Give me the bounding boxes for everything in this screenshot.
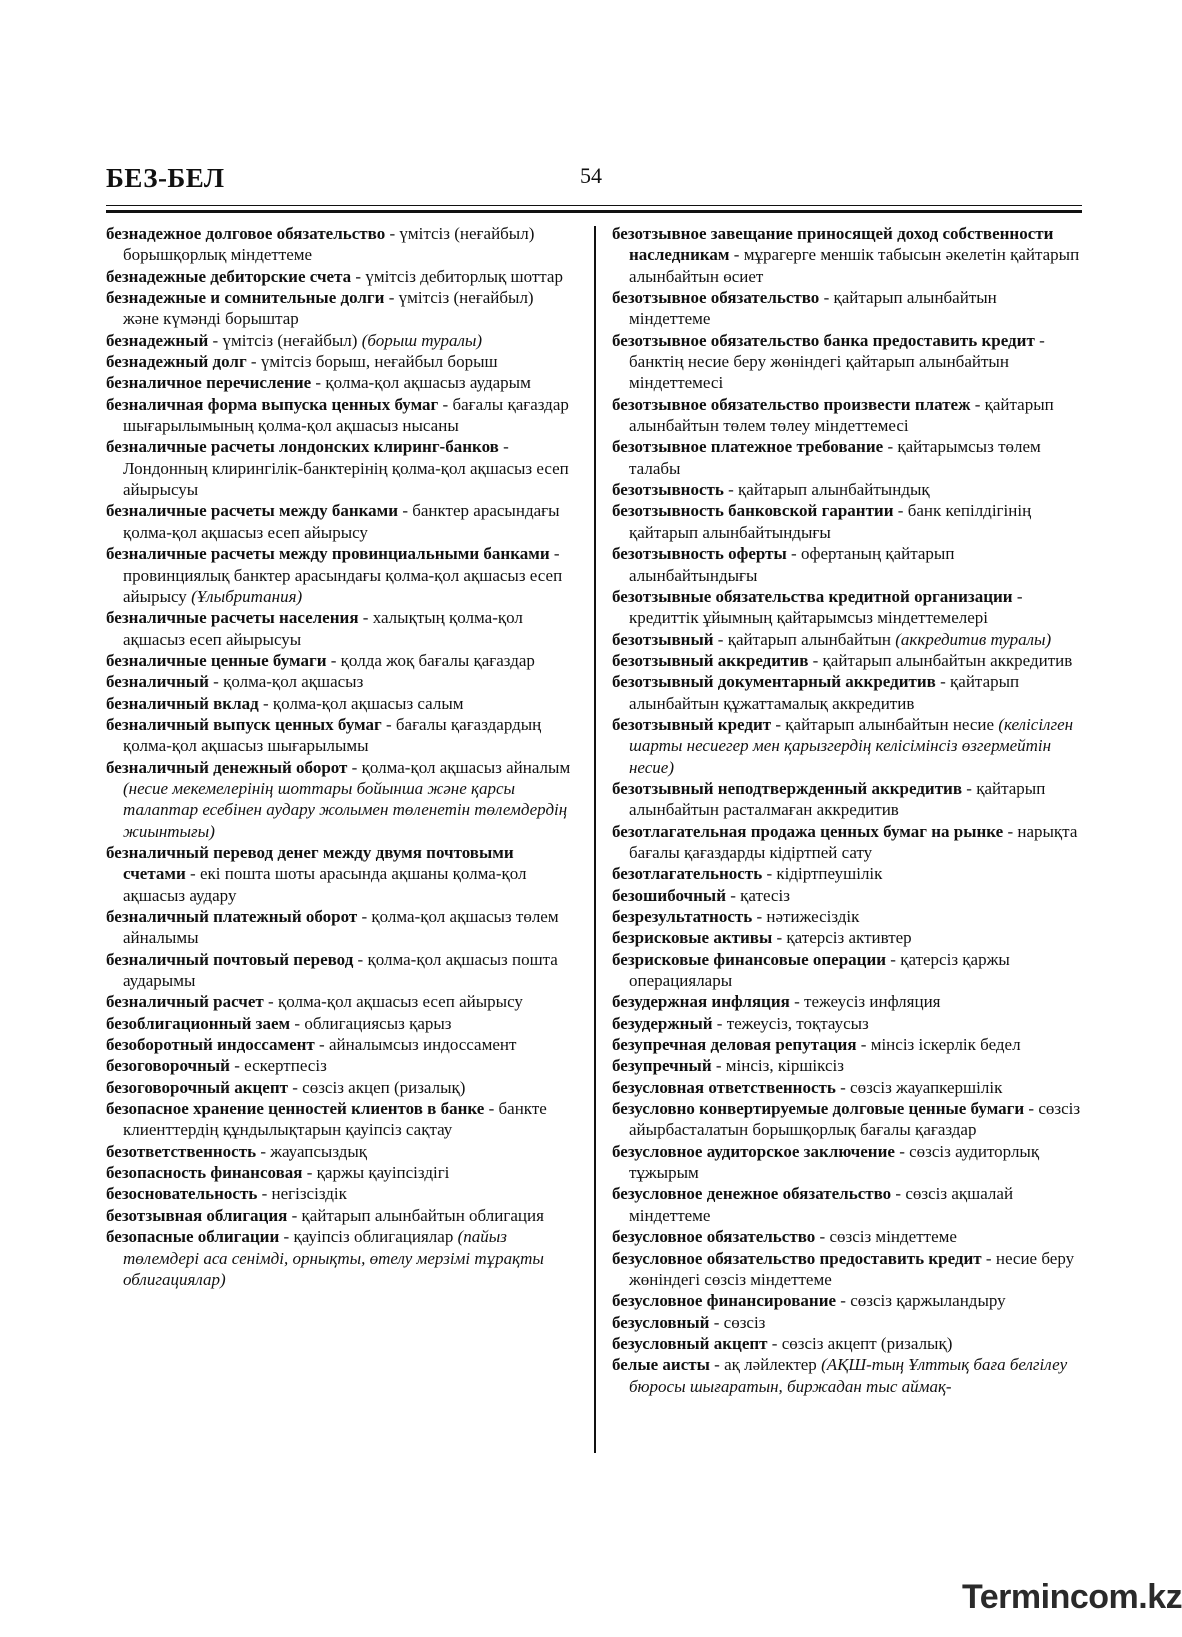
entry-definition: мұрагерге меншік табысын әкелетін қайтарып алынбайтын өсиет	[629, 245, 1080, 286]
dictionary-entry	[612, 223, 1082, 287]
dictionary-entry	[612, 863, 1082, 884]
entry-term: безналичный денежный оборот	[106, 757, 348, 777]
entry-separator: -	[263, 992, 278, 1012]
entry-definition: сөзсіз ақшалай міндеттеме	[629, 1184, 1014, 1225]
entry-definition: ескертпесіз	[244, 1056, 327, 1076]
entry-separator: -	[385, 224, 400, 243]
entry-term: безоборотный индоссамент	[106, 1035, 315, 1055]
entry-definition: үмітсіз (неғайбыл) борышқорлық міндеттеме	[123, 224, 535, 265]
dictionary-entry	[106, 991, 572, 1012]
entry-definition: негізсіздік	[271, 1184, 347, 1204]
dictionary-entry	[106, 351, 572, 372]
entry-separator: -	[229, 1056, 245, 1076]
entry-term: безотзывное обязательство	[612, 288, 820, 308]
dictionary-entry	[612, 927, 1082, 948]
dictionary-entry	[612, 1354, 1082, 1397]
entry-term: безналичные расчеты между банками	[106, 501, 399, 521]
entry-separator: -	[347, 757, 362, 777]
entry-term: безотзывные обязательства кредитной организации	[612, 586, 1013, 606]
right-column	[612, 223, 1082, 1397]
left-column	[106, 223, 572, 1290]
entry-separator: -	[752, 907, 767, 926]
entry-separator: -	[815, 1227, 830, 1247]
entry-definition: облигациясыз қарыз	[304, 1013, 452, 1033]
entry-term: безотзывность банковской гарантии	[612, 501, 894, 521]
entry-term: безотзывный	[612, 629, 714, 649]
dictionary-entry	[106, 1013, 572, 1034]
entry-term: безусловное аудиторское заключение	[612, 1141, 895, 1161]
dictionary-entry	[106, 1226, 572, 1290]
entry-definition: қайтарып алынбайтын облигация	[301, 1205, 544, 1225]
entry-separator: -	[326, 650, 341, 670]
entry-term: безотзывное обязательство банка предоставить кредит	[612, 330, 1035, 350]
header-title: БЕЗ-БЕЛ	[106, 163, 225, 193]
entry-definition: несие беру жөніндегі сөзсіз міндеттеме	[629, 1248, 1075, 1289]
entry-separator: -	[1024, 1099, 1039, 1119]
entry-definition: сөзсіз міндеттеме	[829, 1227, 957, 1247]
entry-separator: -	[549, 544, 560, 564]
entry-note: (АҚШ-тың Ұлттық баға белгілеу бюросы шығаратын, биржадан тыс аймақ-	[629, 1355, 1068, 1396]
entry-term: безнадежные и сомнительные долги	[106, 288, 385, 308]
dictionary-entry	[612, 1290, 1082, 1311]
watermark-text: Termincom.kz	[962, 1578, 1182, 1616]
entry-definition: сөзсіз	[723, 1312, 766, 1332]
dictionary-entry	[612, 479, 1082, 500]
entry-term: безупречный	[612, 1056, 712, 1076]
entry-term: безотлагательность	[612, 864, 763, 884]
entry-definition: қатесіз	[740, 885, 790, 905]
entry-definition: қаржы қауіпсіздігі	[316, 1163, 450, 1183]
entry-definition: мінсіз, кіршіксіз	[725, 1056, 844, 1076]
entry-definition: кідіртпеушілік	[776, 864, 883, 884]
entry-term: безналичный выпуск ценных бумаг	[106, 714, 382, 734]
entry-separator: -	[786, 544, 801, 564]
entry-term: безусловно конвертируемые долговые ценные бумаги	[612, 1099, 1025, 1119]
entry-term: безопасные облигации	[106, 1227, 280, 1247]
entry-separator: -	[290, 1013, 305, 1033]
entry-separator: -	[208, 672, 224, 692]
entry-definition: қайтарып алынбайтын аккредитив	[822, 650, 1073, 670]
dictionary-entry	[106, 1055, 572, 1076]
entry-separator: -	[891, 1184, 906, 1204]
entry-separator: -	[713, 629, 728, 649]
entry-term: безрисковые финансовые операции	[612, 949, 887, 969]
dictionary-entry	[612, 906, 1082, 927]
entry-separator: -	[767, 1333, 782, 1353]
entry-term: безусловный	[612, 1312, 710, 1332]
entry-separator: -	[438, 394, 453, 414]
entry-definition: қайтарып алынбайтын	[727, 629, 896, 649]
entry-definition: жауапсыздық	[270, 1141, 368, 1161]
entry-term: безопасность финансовая	[106, 1163, 303, 1183]
entry-definition: Лондонның клирингілік-банктерінің қолма-қол ақшасыз есеп айырысуы	[123, 458, 569, 500]
entry-note: (пайыз төлемдері аса сенімді, орнықты, өтелу мерзімі тұрақты облигациялар)	[123, 1227, 544, 1289]
entry-separator: -	[398, 501, 413, 521]
entry-separator: -	[709, 1312, 724, 1332]
dictionary-entry	[612, 1098, 1082, 1141]
entry-separator: -	[311, 373, 326, 393]
entry-separator: -	[185, 864, 200, 884]
dictionary-entry	[106, 372, 572, 393]
entry-term: безнадежные дебиторские счета	[106, 266, 352, 286]
entry-term: безналичные расчеты населения	[106, 608, 359, 628]
entry-term: безотзывный аккредитив	[612, 650, 809, 670]
entry-term: безналичное перечисление	[106, 373, 312, 393]
entry-definition: қолма-қол ақшасыз салым	[272, 693, 464, 713]
dictionary-entry	[612, 1055, 1082, 1076]
entry-separator: -	[789, 992, 805, 1012]
entry-separator: -	[711, 1056, 726, 1076]
dictionary-entry	[106, 287, 572, 330]
dictionary-entry	[612, 1183, 1082, 1226]
entry-separator: -	[256, 1141, 271, 1161]
entry-term: безосновательность	[106, 1184, 258, 1204]
entry-term: безоблигационный заем	[106, 1013, 291, 1033]
entry-term: безотзывное платежное требование	[612, 437, 884, 457]
entry-separator: -	[819, 288, 834, 308]
entry-term: безрисковые активы	[612, 928, 773, 948]
entry-term: безоговорочный акцепт	[106, 1077, 288, 1097]
entry-note: (борыш туралы)	[361, 330, 483, 350]
dictionary-entry	[612, 778, 1082, 821]
entry-definition: бағалы қағаздар шығарылымының қолма-қол ақшасыз нысаны	[123, 394, 569, 436]
entry-term: безошибочный	[612, 885, 726, 905]
entry-definition: бағалы қағаздардың қолма-қол ақшасыз шығарылымы	[123, 714, 542, 756]
entry-separator: -	[886, 949, 901, 969]
header-rule-thin	[106, 205, 1082, 206]
dictionary-entry	[106, 693, 572, 714]
entry-term: безотзывный неподтвержденный аккредитив	[612, 778, 963, 798]
entry-separator: -	[729, 245, 744, 265]
entry-separator: -	[1034, 330, 1045, 350]
dictionary-entry	[106, 1077, 572, 1098]
dictionary-entry	[106, 842, 572, 906]
entry-definition: кредиттік ұйымның қайтарымсыз міндеттемелері	[629, 608, 988, 628]
entry-term: безусловный акцепт	[612, 1333, 768, 1353]
dictionary-entry	[612, 821, 1082, 864]
entry-term: безупречная деловая репутация	[612, 1035, 857, 1055]
dictionary-entry	[106, 436, 572, 500]
dictionary-entry	[612, 671, 1082, 714]
dictionary-entry	[106, 1141, 572, 1162]
dictionary-entry	[612, 1013, 1082, 1034]
entry-separator: -	[726, 885, 741, 905]
entry-term: безналичные расчеты лондонских клиринг-банков	[106, 437, 499, 457]
dictionary-entry	[612, 1077, 1082, 1098]
entry-definition: сөзсіз акцепт (ризалық)	[781, 1333, 953, 1353]
dictionary-entry	[106, 500, 572, 543]
entry-separator: -	[1012, 586, 1023, 606]
dictionary-entry	[612, 586, 1082, 629]
entry-separator: -	[893, 501, 908, 521]
entry-term: безналичный вклад	[106, 693, 259, 713]
entry-definition: банктер арасындағы қолма-қол ақшасыз есеп айырысу	[123, 501, 560, 542]
entry-term: безналичный платежный оборот	[106, 907, 358, 926]
entry-term: безусловное обязательство	[612, 1227, 816, 1247]
entry-definition: тежеусіз, тоқтаусыз	[726, 1013, 869, 1033]
entry-separator: -	[498, 437, 509, 457]
entry-term: безотлагательная продажа ценных бумаг на рынке	[612, 821, 1004, 841]
entry-definition: банк кепілдігінің қайтарып алынбайтындығы	[629, 501, 1032, 542]
entry-definition: қатерсіз активтер	[786, 928, 912, 948]
dictionary-entry	[612, 885, 1082, 906]
entry-term: безотзывный кредит	[612, 714, 772, 734]
entry-definition: тежеусіз инфляция	[804, 992, 941, 1012]
dictionary-entry	[612, 629, 1082, 650]
entry-separator: -	[257, 1184, 272, 1204]
entry-separator: -	[709, 1355, 725, 1375]
entry-separator: -	[287, 1205, 302, 1225]
entry-term: безопасное хранение ценностей клиентов в банке	[106, 1099, 485, 1119]
dictionary-entry	[612, 1141, 1082, 1184]
entry-note: (несие мекемелерінің шоттары бойынша және қарсы талаптар есебінен аудару жолымен төленетін төлемдердің жиынтығы)	[123, 778, 568, 841]
dictionary-entry	[106, 1205, 572, 1226]
entry-term: безоговорочный	[106, 1056, 230, 1076]
entry-definition: қайтарып алынбайтын расталмаған аккредитив	[629, 778, 1046, 820]
entry-term: безответственность	[106, 1141, 257, 1161]
entry-term: безналичные ценные бумаги	[106, 650, 327, 670]
dictionary-entry	[612, 330, 1082, 394]
entry-separator: -	[771, 714, 786, 734]
dictionary-entry	[612, 1333, 1082, 1354]
dictionary-entry	[106, 1162, 572, 1183]
entry-term: безналичный расчет	[106, 992, 264, 1012]
dictionary-entry	[612, 1034, 1082, 1055]
entry-term: безотзывность	[612, 480, 724, 500]
dictionary-entry	[106, 1034, 572, 1055]
entry-term: белые аисты	[612, 1355, 710, 1375]
header-rule-thick	[106, 210, 1082, 213]
watermark-logo	[944, 1578, 1182, 1622]
entry-separator: -	[357, 907, 372, 926]
entry-definition: қолма-қол ақшасыз төлем айналымы	[123, 907, 559, 948]
entry-term: безнадежный долг	[106, 352, 247, 372]
entry-definition: сөзсіз аудиторлық тұжырым	[629, 1141, 1040, 1183]
entry-separator: -	[962, 778, 977, 798]
entry-term: безналичная форма выпуска ценных бумаг	[106, 394, 439, 414]
entry-definition: айналымсыз индоссамент	[328, 1035, 517, 1055]
entry-term: безусловное денежное обязательство	[612, 1184, 892, 1204]
entry-term: безудержный	[612, 1013, 713, 1033]
entry-separator: -	[856, 1035, 871, 1055]
entry-term: безусловная ответственность	[612, 1077, 836, 1097]
entry-definition: қайтарып алынбайтын несие	[785, 714, 999, 734]
dictionary-entry	[106, 906, 572, 949]
entry-term: безналичные расчеты между провинциальными банками	[106, 544, 550, 564]
entry-separator: -	[1003, 821, 1018, 841]
dictionary-entry	[612, 394, 1082, 437]
dictionary-entry	[106, 330, 572, 351]
entry-separator: -	[358, 608, 373, 628]
entry-definition: қолма-қол ақшасыз пошта аударымы	[123, 949, 558, 991]
entry-term: безотзывное завещание приносящей доход собственности наследникам	[612, 224, 1054, 265]
entry-term: безотзывность оферты	[612, 544, 787, 564]
entry-separator: -	[772, 928, 787, 948]
entry-definition: қолма-қол ақшасыз айналым	[361, 757, 571, 777]
entry-definition: қайтарып алынбайтындық	[738, 480, 930, 500]
entry-definition: үмітсіз борыш, неғайбыл борыш	[260, 352, 498, 372]
entry-separator: -	[279, 1227, 294, 1247]
dictionary-entry	[106, 223, 572, 266]
entry-separator: -	[836, 1291, 851, 1311]
entry-term: безотзывная облигация	[106, 1205, 288, 1225]
dictionary-entry	[106, 650, 572, 671]
entry-definition: қайтарымсыз төлем талабы	[629, 437, 1041, 478]
dictionary-entry	[612, 1226, 1082, 1247]
entry-separator: -	[762, 864, 777, 884]
entry-separator: -	[835, 1077, 851, 1097]
entry-separator: -	[302, 1163, 317, 1183]
dictionary-entry	[612, 1248, 1082, 1291]
entry-separator: -	[935, 672, 951, 692]
entry-term: безнадежный	[106, 330, 209, 350]
entry-definition: сөзсіз жауапкершілік	[850, 1077, 1003, 1097]
entry-separator: -	[314, 1035, 329, 1055]
page-number: 54	[580, 163, 602, 188]
entry-term: безналичный	[106, 672, 209, 692]
dictionary-entry	[612, 436, 1082, 479]
entry-note: (Ұлыбритания)	[191, 586, 303, 606]
entry-note: (аккредитив туралы)	[895, 629, 1052, 649]
entry-separator: -	[258, 693, 273, 713]
entry-separator: -	[384, 288, 399, 308]
entry-definition: қауіпсіз облигациялар	[293, 1227, 458, 1247]
entry-separator: -	[353, 949, 368, 969]
entry-separator: -	[208, 330, 223, 350]
dictionary-entry	[106, 607, 572, 650]
entry-definition: үмітсіз (неғайбыл) және күмәнді борыштар	[123, 288, 534, 329]
entry-definition: қолма-қол ақшасыз	[223, 672, 364, 692]
dictionary-entry	[106, 266, 572, 287]
entry-term: безусловное обязательство предоставить кредит	[612, 1248, 982, 1268]
dictionary-entry	[106, 949, 572, 992]
dictionary-entry	[612, 991, 1082, 1012]
dictionary-entry	[106, 394, 572, 437]
entry-definition: үмітсіз дебиторлық шоттар	[365, 266, 563, 286]
dictionary-entry	[612, 287, 1082, 330]
entry-definition: провинциялық банктер арасындағы қолма-қол ақшасыз есеп айырысу	[123, 565, 563, 606]
entry-separator: -	[246, 352, 261, 372]
entry-separator: -	[894, 1141, 910, 1161]
dictionary-entry	[612, 949, 1082, 992]
entry-definition: банктің несие беру жөніндегі қайтарып алынбайтын міндеттемесі	[629, 352, 1009, 393]
dictionary-entry	[106, 1098, 572, 1141]
entry-separator: -	[381, 714, 396, 734]
page-header	[106, 160, 1082, 210]
entry-term: безналичный перевод денег между двумя почтовыми счетами	[106, 842, 514, 884]
entry-separator: -	[288, 1077, 303, 1097]
dictionary-entry	[612, 1312, 1082, 1333]
entry-definition: үмітсіз (неғайбыл)	[222, 330, 362, 350]
entry-separator: -	[712, 1013, 727, 1033]
dictionary-entry	[612, 500, 1082, 543]
entry-definition: офертаның қайтарып алынбайтындығы	[629, 544, 955, 585]
entry-definition: екі пошта шоты арасында ақшаны қолма-қол ақшасыз аудару	[123, 864, 527, 905]
entry-separator: -	[981, 1248, 996, 1268]
entry-definition: қайтарып алынбайтын құжаттамалық аккредитив	[629, 672, 1020, 713]
entry-separator: -	[970, 394, 985, 414]
entry-definition: қолма-қол ақшасыз есеп айырысу	[277, 992, 523, 1012]
dictionary-entry	[106, 1183, 572, 1204]
dictionary-entry	[612, 543, 1082, 586]
entry-definition: қолда жоқ бағалы қағаздар	[340, 650, 535, 670]
entry-term: безотзывное обязательство произвести платеж	[612, 394, 971, 414]
entry-term: безнадежное долговое обязательство	[106, 224, 386, 243]
entry-term: безотзывный документарный аккредитив	[612, 672, 936, 692]
entry-separator: -	[351, 266, 366, 286]
entry-definition: халықтың қолма-қол ақшасыз есеп айырысуы	[123, 608, 523, 649]
dictionary-entry	[106, 757, 572, 842]
entry-definition: сөзсіз акцеп (ризалық)	[302, 1077, 466, 1097]
entry-definition: банкте клиенттердің құндылықтарын қауіпсіз сақтау	[123, 1099, 547, 1140]
entry-definition: нарықта бағалы қағаздарды кідіртпей сату	[629, 821, 1078, 862]
entry-definition: мінсіз іскерлік бедел	[870, 1035, 1021, 1055]
entry-definition: нәтижесіздік	[766, 907, 860, 926]
entry-definition: қайтарып алынбайтын міндеттеме	[629, 288, 997, 329]
entry-term: безудержная инфляция	[612, 992, 790, 1012]
entry-term: безрезультатность	[612, 907, 753, 926]
dictionary-entry	[612, 714, 1082, 778]
entry-definition: ақ ләйлектер	[724, 1355, 822, 1375]
entry-term: безналичный почтовый перевод	[106, 949, 354, 969]
entry-definition: қолма-қол ақшасыз аударым	[325, 373, 531, 393]
entry-term: безусловное финансирование	[612, 1291, 837, 1311]
dictionary-entry	[106, 714, 572, 757]
entry-definition: сөзсіз айырбасталатын борышқорлық бағалы қағаздар	[629, 1099, 1081, 1140]
entry-note: (келісілген шарты несиегер мен қарызгердің келісімінсіз өзгермейтін несие)	[629, 714, 1074, 777]
entry-definition: қатерсіз қаржы операциялары	[629, 949, 1010, 991]
entry-separator: -	[484, 1099, 499, 1119]
entry-definition: қайтарып алынбайтын төлем төлеу міндеттемесі	[629, 394, 1054, 436]
entry-separator: -	[723, 480, 739, 500]
column-divider	[594, 226, 596, 1453]
entry-separator: -	[808, 650, 823, 670]
dictionary-entry	[612, 650, 1082, 671]
entry-definition: сөзсіз қаржыландыру	[850, 1291, 1006, 1311]
dictionary-entry	[106, 543, 572, 607]
entry-separator: -	[883, 437, 898, 457]
dictionary-entry	[106, 671, 572, 692]
